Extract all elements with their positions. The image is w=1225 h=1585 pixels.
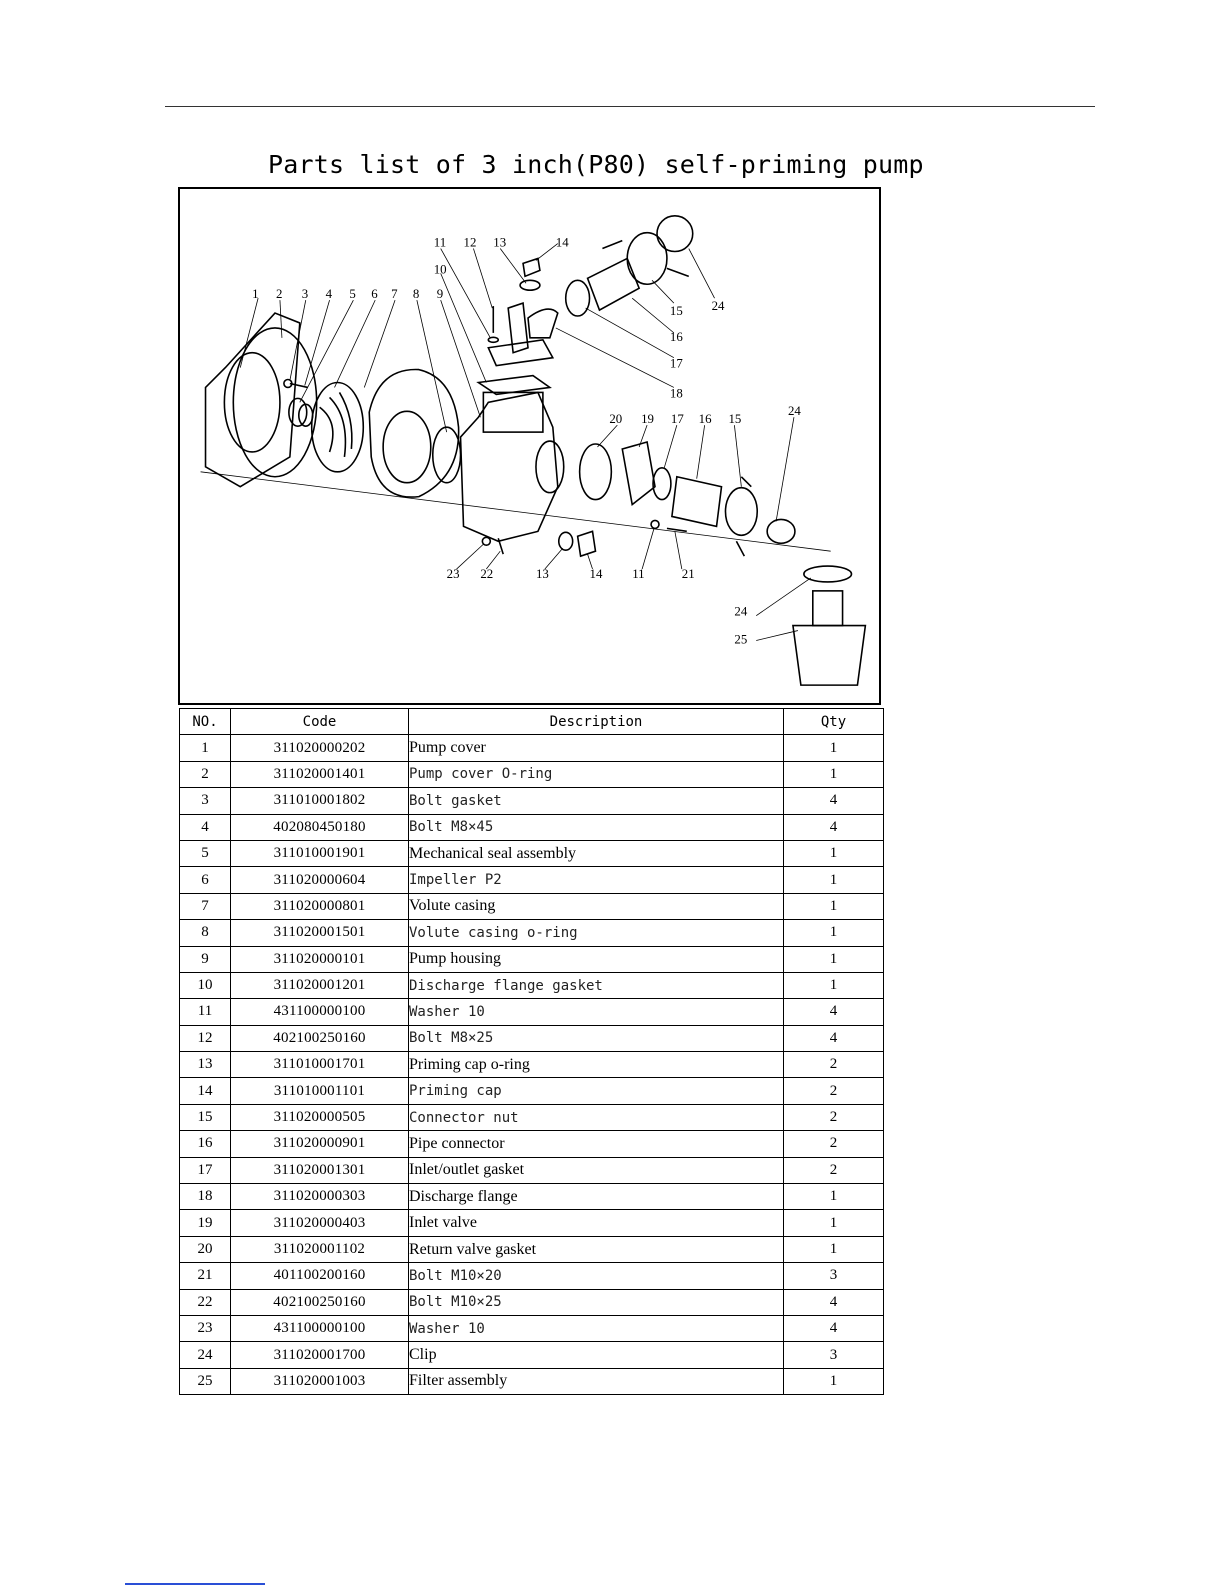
- outlet-connector-nut-wings: [602, 241, 688, 277]
- cell-code: 431100000100: [231, 1315, 409, 1341]
- discharge-flange-neck: [508, 303, 528, 353]
- cell-no: 13: [180, 1052, 231, 1078]
- parts-table: [179, 708, 884, 1395]
- inlet-gasket-part: [653, 468, 671, 500]
- cell-no: 23: [180, 1315, 231, 1341]
- outlet-pipe-connector-part: [588, 258, 640, 310]
- table-row: [180, 1157, 884, 1183]
- inlet-connector-nut-part: [725, 488, 757, 536]
- cell-code: 311020000101: [231, 946, 409, 972]
- callout-20: 20: [609, 412, 623, 427]
- table-row: [180, 999, 884, 1025]
- filter-clip-part: [804, 566, 852, 582]
- table-row: [180, 788, 884, 814]
- page-title: Parts list of 3 inch(P80) self-priming pump: [268, 150, 924, 179]
- cell-qty: 4: [784, 1315, 884, 1341]
- leader-16-top: [632, 298, 674, 333]
- cell-code: 311020001301: [231, 1157, 409, 1183]
- mechanical-seal-part: [289, 398, 307, 426]
- callout-2: 2: [275, 287, 283, 302]
- leader-25: [756, 631, 798, 641]
- leader-17-top: [586, 308, 674, 358]
- cell-no: 17: [180, 1157, 231, 1183]
- cell-no: 6: [180, 867, 231, 893]
- header-description: Description: [409, 709, 784, 735]
- table-row: [180, 1104, 884, 1130]
- table-row: [180, 1025, 884, 1051]
- cell-code: 311010001701: [231, 1052, 409, 1078]
- cell-qty: 3: [784, 1263, 884, 1289]
- callout-24-top: 24: [711, 299, 725, 314]
- cell-description: Connector nut: [409, 1104, 784, 1130]
- cell-code: 311020000901: [231, 1131, 409, 1157]
- cell-no: 7: [180, 893, 231, 919]
- cell-code: 311020001501: [231, 920, 409, 946]
- cell-qty: 1: [784, 761, 884, 787]
- leader-9: [441, 300, 481, 417]
- cell-description: Bolt M10×20: [409, 1263, 784, 1289]
- cell-no: 15: [180, 1104, 231, 1130]
- cell-description: Discharge flange gasket: [409, 972, 784, 998]
- cell-no: 22: [180, 1289, 231, 1315]
- pump-exploded-drawing: [180, 189, 879, 703]
- header-qty: Qty: [784, 709, 884, 735]
- cell-no: 14: [180, 1078, 231, 1104]
- leader-14: [536, 244, 558, 261]
- leader-11-bottom: [642, 528, 654, 569]
- discharge-flange-elbow: [528, 309, 558, 338]
- inlet-pipe-connector-part: [672, 477, 722, 527]
- cell-no: 9: [180, 946, 231, 972]
- cell-qty: 2: [784, 1078, 884, 1104]
- cell-description: Bolt gasket: [409, 788, 784, 814]
- filter-assembly-part: [793, 626, 865, 686]
- callout-3: 3: [301, 287, 309, 302]
- cell-code: 311020000303: [231, 1184, 409, 1210]
- leader-18: [556, 328, 674, 388]
- leader-23: [457, 544, 484, 569]
- volute-casing-part: [369, 370, 458, 498]
- inlet-clip-part: [767, 519, 795, 543]
- callout-7: 7: [391, 287, 398, 302]
- cell-no: 20: [180, 1236, 231, 1262]
- leader-12: [473, 249, 492, 309]
- cell-qty: 1: [784, 1236, 884, 1262]
- cell-description: Bolt M8×45: [409, 814, 784, 840]
- cell-description: Bolt M8×25: [409, 1025, 784, 1051]
- leader-17-mid: [664, 425, 677, 469]
- table-row: [180, 1210, 884, 1236]
- cell-no: 3: [180, 788, 231, 814]
- return-valve-gasket-part: [580, 444, 612, 500]
- cell-code: 311020000505: [231, 1104, 409, 1130]
- callout-14-bottom: 14: [589, 566, 603, 581]
- cell-no: 24: [180, 1342, 231, 1368]
- cell-qty: 1: [784, 920, 884, 946]
- cell-description: Clip: [409, 1342, 784, 1368]
- cell-qty: 3: [784, 1342, 884, 1368]
- exploded-view-diagram: [178, 187, 881, 705]
- leader-21: [675, 531, 682, 569]
- table-row: [180, 1184, 884, 1210]
- cell-code: 311020000801: [231, 893, 409, 919]
- cell-code: 311020000202: [231, 735, 409, 761]
- table-row: [180, 893, 884, 919]
- priming-cap-top: [523, 258, 540, 276]
- table-row: [180, 735, 884, 761]
- parts-table-body: [180, 735, 884, 1395]
- cell-code: 311020001700: [231, 1342, 409, 1368]
- callout-10: 10: [433, 262, 447, 277]
- cell-no: 21: [180, 1263, 231, 1289]
- cell-no: 5: [180, 840, 231, 866]
- table-row: [180, 1236, 884, 1262]
- leader-1: [240, 298, 258, 367]
- cell-description: Washer 10: [409, 1315, 784, 1341]
- callout-22: 22: [480, 566, 494, 581]
- table-row: [180, 946, 884, 972]
- cell-code: 311010001901: [231, 840, 409, 866]
- filter-neck-part: [813, 591, 843, 626]
- header-rule: [165, 106, 1095, 107]
- callout-24-bottom: 24: [734, 604, 748, 619]
- cell-qty: 1: [784, 1368, 884, 1394]
- cell-code: 311020000403: [231, 1210, 409, 1236]
- cell-qty: 2: [784, 1104, 884, 1130]
- cell-code: 401100200160: [231, 1263, 409, 1289]
- impeller-part: [312, 382, 364, 471]
- cell-code: 311010001802: [231, 788, 409, 814]
- table-row: [180, 1368, 884, 1394]
- cell-qty: 1: [784, 893, 884, 919]
- cell-no: 16: [180, 1131, 231, 1157]
- cell-code: 402080450180: [231, 814, 409, 840]
- leader-13-bottom: [545, 548, 563, 569]
- callout-13-bottom: 13: [535, 566, 549, 581]
- leader-24-bottom: [756, 578, 811, 616]
- leader-15-mid: [734, 425, 741, 487]
- callout-1: 1: [252, 287, 259, 302]
- pump-housing-inlet: [536, 441, 564, 493]
- callout-19: 19: [641, 412, 655, 427]
- cell-qty: 1: [784, 735, 884, 761]
- cell-qty: 2: [784, 1052, 884, 1078]
- table-row: [180, 761, 884, 787]
- priming-cap-o-ring-top: [520, 280, 540, 290]
- callout-15-top: 15: [669, 304, 683, 319]
- leader-2: [280, 300, 282, 338]
- callout-24-mid: 24: [787, 404, 801, 419]
- table-row: [180, 920, 884, 946]
- washer-part: [488, 337, 498, 342]
- table-row: [180, 1315, 884, 1341]
- cell-qty: 2: [784, 1131, 884, 1157]
- cell-no: 11: [180, 999, 231, 1025]
- cell-description: Washer 10: [409, 999, 784, 1025]
- cell-description: Pipe connector: [409, 1131, 784, 1157]
- discharge-flange-part: [488, 340, 552, 366]
- cell-code: 311020001003: [231, 1368, 409, 1394]
- cell-code: 311020001401: [231, 761, 409, 787]
- callout-11: 11: [433, 235, 447, 250]
- cell-code: 402100250160: [231, 1289, 409, 1315]
- leader-3: [290, 300, 306, 380]
- cell-description: Discharge flange: [409, 1184, 784, 1210]
- callout-17-mid: 17: [670, 412, 684, 427]
- table-row: [180, 814, 884, 840]
- cell-no: 12: [180, 1025, 231, 1051]
- leader-4: [305, 300, 330, 385]
- cell-description: Pump cover: [409, 735, 784, 761]
- impeller-vanes: [320, 392, 352, 456]
- cell-no: 4: [180, 814, 231, 840]
- axis-line: [201, 472, 831, 551]
- header-no: NO.: [180, 709, 231, 735]
- outlet-connector-nut-part: [627, 233, 667, 285]
- leader-8: [417, 300, 447, 432]
- cell-description: Bolt M10×25: [409, 1289, 784, 1315]
- table-row: [180, 1263, 884, 1289]
- cell-qty: 1: [784, 1184, 884, 1210]
- cell-code: 311020001102: [231, 1236, 409, 1262]
- cell-code: 431100000100: [231, 999, 409, 1025]
- table-row: [180, 1078, 884, 1104]
- cell-no: 1: [180, 735, 231, 761]
- cell-qty: 4: [784, 1289, 884, 1315]
- callout-18: 18: [669, 386, 683, 401]
- leader-11: [441, 249, 491, 338]
- leader-15-top: [652, 280, 674, 303]
- table-row: [180, 1289, 884, 1315]
- header-code: Code: [231, 709, 409, 735]
- washer-bottom-part: [482, 537, 490, 545]
- cell-qty: 1: [784, 1210, 884, 1236]
- leader-13: [500, 249, 526, 284]
- table-row: [180, 1131, 884, 1157]
- leader-20: [597, 425, 617, 447]
- callout-11-bottom: 11: [632, 566, 645, 581]
- cell-qty: 2: [784, 1157, 884, 1183]
- cell-description: Priming cap: [409, 1078, 784, 1104]
- cell-description: Filter assembly: [409, 1368, 784, 1394]
- callout-14: 14: [555, 235, 569, 250]
- volute-casing-inner: [383, 411, 431, 482]
- cell-description: Priming cap o-ring: [409, 1052, 784, 1078]
- cell-description: Volute casing o-ring: [409, 920, 784, 946]
- cell-description: Volute casing: [409, 893, 784, 919]
- callout-25: 25: [734, 632, 748, 647]
- table-row: [180, 867, 884, 893]
- cell-no: 10: [180, 972, 231, 998]
- cell-qty: 4: [784, 788, 884, 814]
- washer-inlet-part: [651, 520, 659, 528]
- table-row: [180, 972, 884, 998]
- leader-24-top: [689, 249, 715, 299]
- callout-8: 8: [412, 287, 420, 302]
- priming-cap-o-ring-bottom: [559, 532, 573, 550]
- cell-qty: 1: [784, 946, 884, 972]
- discharge-flange-gasket-part: [478, 376, 549, 395]
- inlet-valve-part: [622, 442, 655, 505]
- callout-6: 6: [371, 287, 378, 302]
- callout-15-mid: 15: [728, 412, 742, 427]
- cell-description: Mechanical seal assembly: [409, 840, 784, 866]
- cell-qty: 1: [784, 867, 884, 893]
- cell-description: Pump cover O-ring: [409, 761, 784, 787]
- cell-qty: 4: [784, 999, 884, 1025]
- cell-qty: 4: [784, 1025, 884, 1051]
- leader-24-mid: [776, 417, 794, 521]
- pump-housing-top: [483, 392, 543, 432]
- cell-description: Impeller P2: [409, 867, 784, 893]
- cell-description: Return valve gasket: [409, 1236, 784, 1262]
- cell-no: 25: [180, 1368, 231, 1394]
- table-header-row: [180, 709, 884, 735]
- callout-5: 5: [349, 287, 356, 302]
- cell-code: 311020001201: [231, 972, 409, 998]
- cell-description: Pump housing: [409, 946, 784, 972]
- outlet-gasket-part: [566, 280, 590, 316]
- cell-description: Inlet valve: [409, 1210, 784, 1236]
- table-row: [180, 1052, 884, 1078]
- callout-4: 4: [325, 287, 333, 302]
- callout-13: 13: [493, 235, 507, 250]
- cell-no: 8: [180, 920, 231, 946]
- cell-no: 2: [180, 761, 231, 787]
- cell-code: 402100250160: [231, 1025, 409, 1051]
- callout-9: 9: [436, 287, 444, 302]
- cell-qty: 1: [784, 840, 884, 866]
- table-row: [180, 840, 884, 866]
- leader-16-mid: [697, 425, 705, 479]
- callout-16-mid: 16: [698, 412, 712, 427]
- callout-21: 21: [681, 566, 695, 581]
- cell-no: 18: [180, 1184, 231, 1210]
- callout-23: 23: [446, 566, 460, 581]
- callout-12: 12: [463, 235, 477, 250]
- table-row: [180, 1342, 884, 1368]
- callout-17-top: 17: [669, 356, 683, 371]
- outlet-clip-part: [657, 216, 693, 252]
- priming-cap-bottom: [578, 531, 596, 556]
- cell-code: 311010001101: [231, 1078, 409, 1104]
- callout-16-top: 16: [669, 329, 683, 344]
- cell-no: 19: [180, 1210, 231, 1236]
- cell-description: Inlet/outlet gasket: [409, 1157, 784, 1183]
- cell-code: 311020000604: [231, 867, 409, 893]
- cell-qty: 1: [784, 972, 884, 998]
- cell-qty: 4: [784, 814, 884, 840]
